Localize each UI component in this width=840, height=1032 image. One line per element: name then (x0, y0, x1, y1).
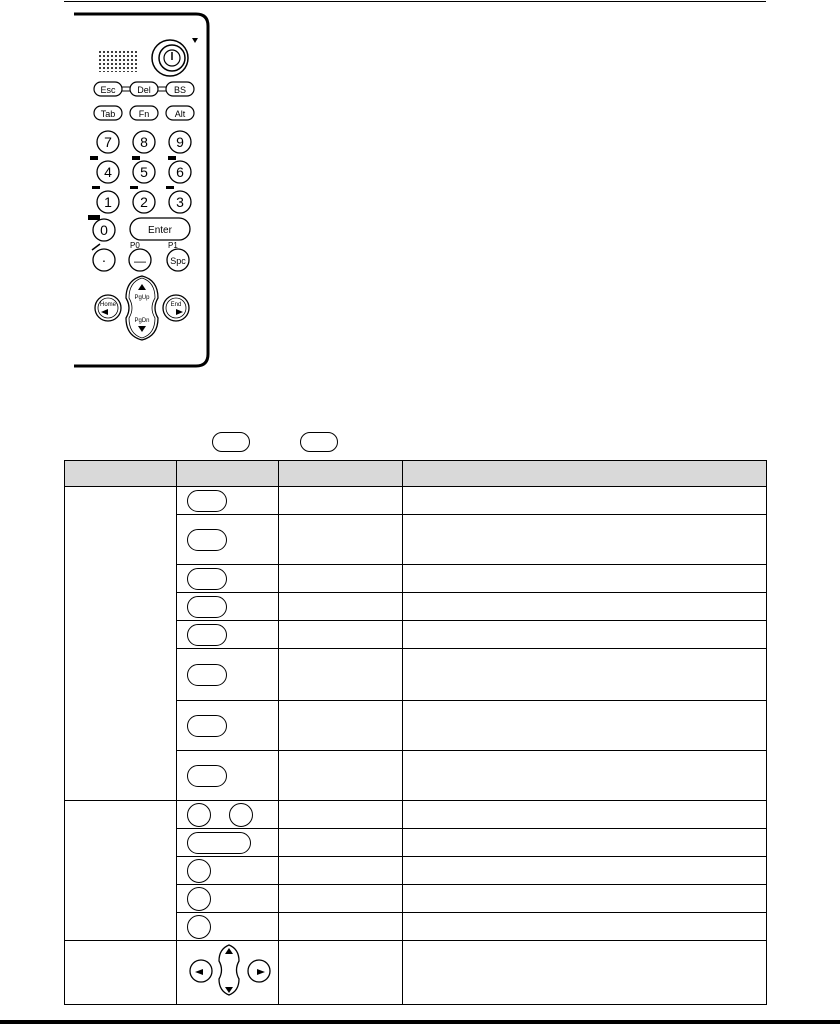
name-cell (279, 593, 403, 621)
key-tab[interactable] (94, 106, 122, 120)
key-spc[interactable] (167, 249, 189, 271)
header-cell-1 (65, 461, 177, 487)
key-9-label: 9 (176, 134, 184, 150)
bottom-rule (0, 1020, 840, 1024)
key-del[interactable] (130, 82, 158, 96)
key-cell (177, 751, 279, 801)
checkmark-icon (92, 244, 100, 250)
key-fn-label: Fn (138, 109, 150, 119)
key-4-label: 4 (104, 164, 112, 180)
key-end-label: End (170, 302, 182, 308)
legend-key-1 (212, 432, 250, 452)
key-5[interactable] (133, 161, 155, 183)
name-cell (279, 487, 403, 515)
description-cell (403, 885, 767, 913)
key-enter[interactable] (130, 218, 190, 240)
sublabel-p0: P0 (130, 241, 140, 250)
key-pgup-pgdn-rocker[interactable] (126, 276, 158, 340)
key-cell (177, 487, 279, 515)
table-row (65, 487, 767, 515)
navigation-keys-icon (187, 941, 277, 999)
key-esc[interactable] (94, 82, 122, 96)
table-row (65, 801, 767, 829)
keypad-illustration (74, 10, 214, 370)
header-cell-3 (279, 461, 403, 487)
key-end[interactable] (163, 295, 189, 321)
key-cell (177, 565, 279, 593)
key-3[interactable] (169, 191, 191, 213)
name-cell (279, 621, 403, 649)
key-3-label: 3 (176, 194, 184, 210)
key-symbol (187, 624, 227, 646)
description-cell (403, 857, 767, 885)
key-cell (177, 885, 279, 913)
key-cell (177, 941, 279, 1005)
name-cell (279, 913, 403, 941)
group-cell-2 (65, 801, 177, 941)
key-2[interactable] (133, 191, 155, 213)
key-8-label: 8 (140, 134, 148, 150)
key-home-label: Home (99, 302, 117, 308)
description-cell (403, 701, 767, 751)
key-symbol (187, 529, 227, 551)
key-9[interactable] (169, 131, 191, 153)
group-cell-1 (65, 487, 177, 801)
key-alt[interactable] (166, 106, 194, 120)
power-button[interactable] (152, 38, 198, 76)
key-symbol (187, 765, 227, 787)
sublabel-p1: P1 (168, 241, 178, 250)
name-cell (279, 701, 403, 751)
name-cell (279, 941, 403, 1005)
key-function-table (64, 460, 767, 1005)
group-cell-3 (65, 941, 177, 1005)
legend-key-2 (300, 432, 338, 452)
key-esc-label: Esc (100, 85, 116, 95)
table-row (65, 941, 767, 1005)
description-cell (403, 593, 767, 621)
key-del-label: Del (137, 85, 151, 95)
description-cell (403, 649, 767, 701)
key-1-label: 1 (104, 194, 112, 210)
key-1[interactable] (97, 191, 119, 213)
name-cell (279, 885, 403, 913)
description-cell (403, 515, 767, 565)
name-cell (279, 857, 403, 885)
key-7-label: 7 (104, 134, 112, 150)
name-cell (279, 649, 403, 701)
key-bs[interactable] (166, 82, 194, 96)
key-symbol (187, 887, 211, 911)
key-0[interactable] (93, 219, 115, 241)
key-cell (177, 857, 279, 885)
header-cell-4 (403, 461, 767, 487)
description-cell (403, 801, 767, 829)
key-cell (177, 801, 279, 829)
key-cell (177, 515, 279, 565)
header-cell-2 (177, 461, 279, 487)
key-minus[interactable] (129, 249, 151, 271)
key-home[interactable] (95, 295, 121, 321)
key-alt-label: Alt (174, 109, 186, 119)
key-symbol (229, 803, 253, 827)
description-cell (403, 941, 767, 1005)
description-cell (403, 621, 767, 649)
table-header-row (65, 461, 767, 487)
key-4[interactable] (97, 161, 119, 183)
key-pgup-label: PgUp (134, 295, 150, 301)
key-cell (177, 593, 279, 621)
key-7[interactable] (97, 131, 119, 153)
key-symbol (187, 490, 227, 512)
key-symbol (187, 596, 227, 618)
key-symbol (187, 664, 227, 686)
key-spc-label: Spc (170, 256, 186, 266)
key-pgdn-label: PgDn (134, 318, 150, 324)
key-enter-label: Enter (148, 225, 172, 236)
key-dot-label: · (101, 252, 107, 268)
fn-secondary-icons-row-456 (90, 156, 176, 160)
fn-secondary-icons-row-123 (92, 186, 174, 189)
key-minus-label: — (134, 254, 146, 268)
key-symbol (187, 915, 211, 939)
key-tab-label: Tab (100, 109, 116, 119)
key-symbol (187, 568, 227, 590)
key-6[interactable] (169, 161, 191, 183)
speaker-grille-icon (98, 50, 138, 72)
name-cell (279, 801, 403, 829)
key-symbol (187, 859, 211, 883)
name-cell (279, 751, 403, 801)
fn-secondary-icon-key-0 (88, 215, 100, 220)
name-cell (279, 515, 403, 565)
key-8[interactable] (133, 131, 155, 153)
key-cell (177, 701, 279, 751)
key-bs-label: BS (173, 85, 187, 95)
name-cell (279, 565, 403, 593)
key-cell (177, 829, 279, 857)
description-cell (403, 487, 767, 515)
key-5-label: 5 (140, 164, 148, 180)
key-symbol (187, 803, 211, 827)
key-symbol (187, 715, 227, 737)
description-cell (403, 829, 767, 857)
key-6-label: 6 (176, 164, 184, 180)
key-dot[interactable] (93, 249, 115, 271)
key-symbol (187, 832, 251, 854)
key-cell (177, 649, 279, 701)
description-cell (403, 751, 767, 801)
description-cell (403, 913, 767, 941)
name-cell (279, 829, 403, 857)
key-cell (177, 913, 279, 941)
key-fn[interactable] (130, 106, 158, 120)
description-cell (403, 565, 767, 593)
top-rule (64, 1, 766, 2)
key-cell (177, 621, 279, 649)
key-2-label: 2 (140, 194, 148, 210)
key-0-label: 0 (100, 222, 108, 238)
